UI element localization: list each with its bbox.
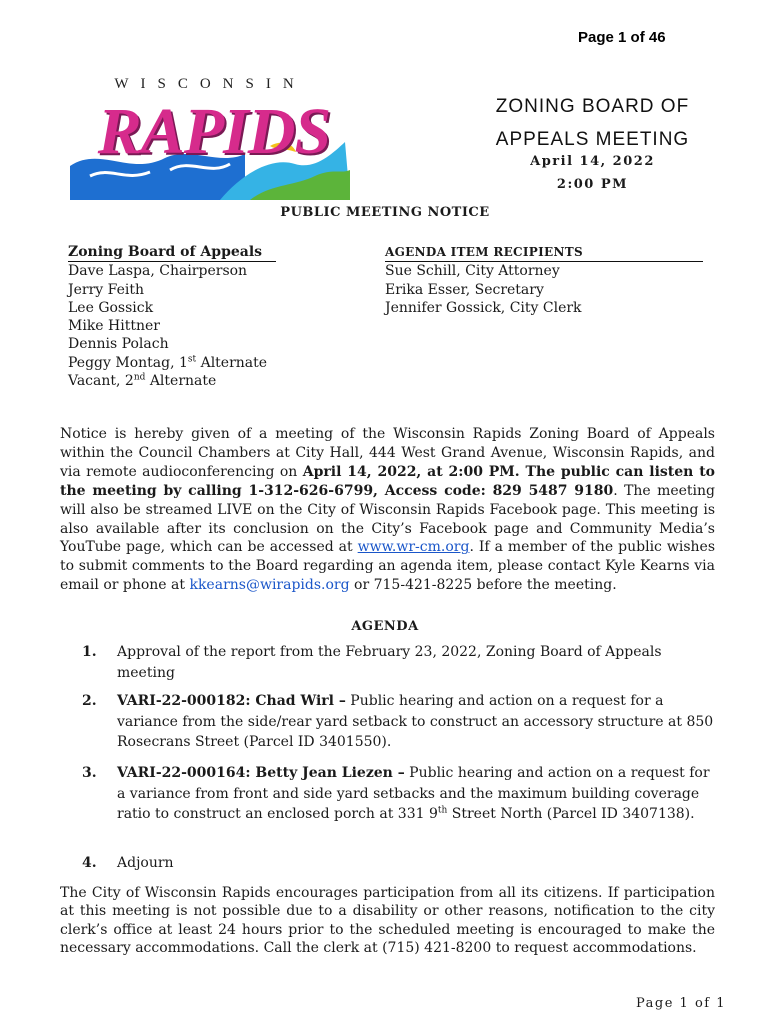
meeting-datetime (470, 150, 715, 196)
agenda-heading: AGENDA (351, 619, 419, 634)
logo-main-word: RAPIDS (97, 95, 331, 168)
notice-paragraph: Notice is hereby given of a meeting of the Wisconsin Rapids Zoning Board of Appeals within the Council Chambers at City Hall, 444 West Grand Avenue, Wisconsin Rapids, and via remote audioconferencing on April 14, 2022, at 2:00 PM. The public can listen to the meeting by calling 1-312-626-6799, Access code: 829 5487 9180. The meeting will also be streamed LIVE on the City of Wisconsin Rapids Facebook page. This meeting is also available after its conclusion on the City’s Facebook page and Community Media’s YouTube page, which can be accessed at www.wr-cm.org. If a member of the public wishes to submit comments to the Board regarding an agenda item, please contact Kyle Kearns via email or phone at kkearns@wirapids.org or 715-421-8225 before the meeting. (60, 426, 716, 594)
city-logo (70, 76, 350, 200)
agenda-item: 4. Adjourn (82, 855, 174, 871)
meeting-date: April 14, 2022 (530, 154, 655, 169)
meeting-time: 2:00 PM (556, 177, 629, 192)
board-member: Mike Hittner (68, 318, 160, 335)
logo-top-word: WISCONSIN (114, 76, 306, 92)
meeting-title-line1: ZONING BOARD OF (495, 96, 690, 117)
agenda-item: 3. VARI-22-000164: Betty Jean Liezen – Public hearing and action on a request for a variance from front and side yard setbacks and the maximum building coverage ratio to construct an enclosed porch at 331 9th Street North (Parcel ID 3407138). (82, 765, 710, 823)
board-member: Peggy Montag, 1st Alternate (68, 354, 268, 371)
page-counter: Page 1 of 46 (578, 29, 666, 46)
email-link[interactable]: kkearns@wirapids.org (189, 577, 350, 594)
recipients-heading: AGENDA ITEM RECIPIENTS (385, 243, 703, 262)
footer-page-number: Page 1 of 1 (636, 996, 727, 1011)
agenda-item: 1. Approval of the report from the February 23, 2022, Zoning Board of Appeals meeting (82, 644, 662, 681)
board-member: Jerry Feith (68, 281, 144, 298)
wr-cm-link[interactable]: www.wr-cm.org (357, 539, 470, 556)
board-member: Dave Laspa, Chairperson (68, 263, 248, 280)
board-member: Dennis Polach (68, 336, 169, 353)
meeting-title (470, 90, 715, 156)
recipient: Jennifer Gossick, City Clerk (385, 299, 582, 316)
board-heading: Zoning Board of Appeals (68, 243, 276, 262)
board-members-column (68, 243, 276, 390)
board-member: Vacant, 2nd Alternate (68, 372, 217, 390)
public-meeting-notice-heading: PUBLIC MEETING NOTICE (280, 205, 490, 220)
recipient: Erika Esser, Secretary (385, 281, 544, 298)
meeting-title-line2: APPEALS MEETING (495, 129, 690, 150)
board-member: Lee Gossick (68, 299, 154, 316)
recipient: Sue Schill, City Attorney (385, 263, 560, 280)
agenda-item: 2. VARI-22-000182: Chad Wirl – Public hearing and action on a request for a variance from the side/rear yard setback to construct an accessory structure at 850 Rosecrans Street (Parcel ID 3401550). (82, 693, 714, 751)
recipients-column (385, 243, 703, 317)
accessibility-notice: The City of Wisconsin Rapids encourages participation from all its citizens. If participation at this meeting is not possible due to a disability or other reasons, notification to the city clerk’s office at least 24 hours prior to the scheduled meeting is encouraged to make the necessary accommodations. Call the clerk at (715) 421-8200 to request accommodations. (60, 885, 715, 957)
